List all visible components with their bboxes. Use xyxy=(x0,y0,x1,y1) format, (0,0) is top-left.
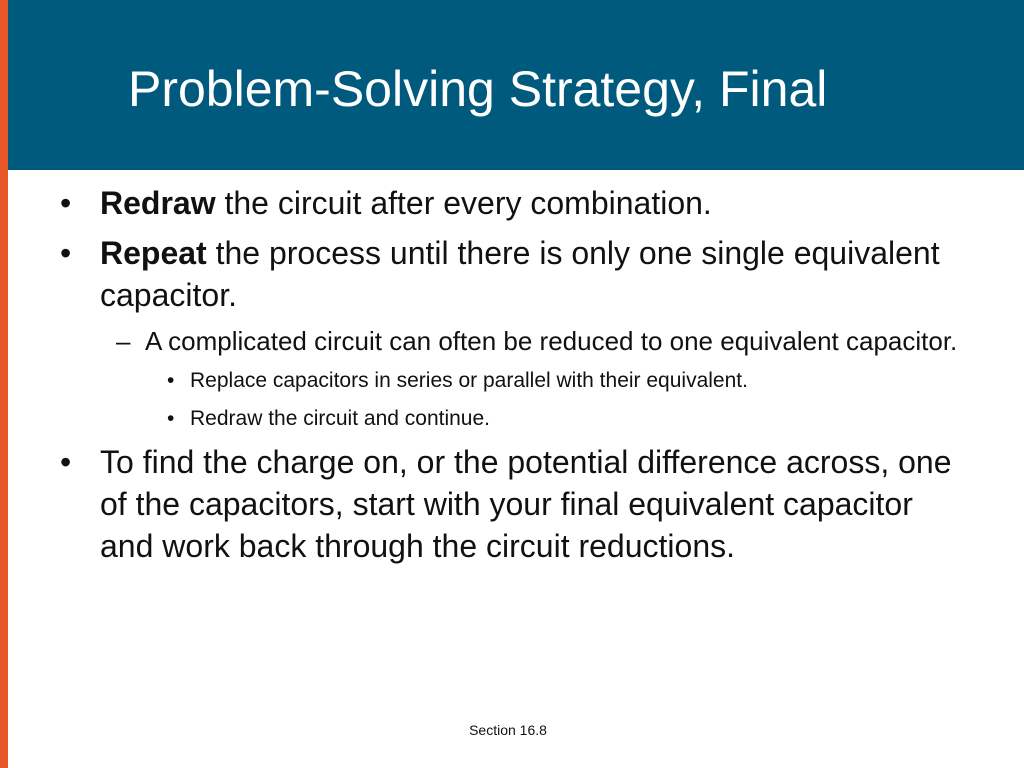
bullet-marker: • xyxy=(167,407,175,430)
sub-sub-bullet-text: Redraw the circuit and continue. xyxy=(190,407,490,430)
bullet-marker: • xyxy=(60,185,72,221)
accent-bar xyxy=(0,0,8,768)
sub-sub-bullet-text: Replace capacitors in series or parallel with their equivalent. xyxy=(190,369,748,392)
bullet-text: To find the charge on, or the potential difference across, one of the capacitors, start with your final equivalent capacitor and work back through the circuit reductions. xyxy=(100,444,952,564)
bullet-emphasis: Redraw xyxy=(100,185,216,221)
bullet-text: the circuit after every combination. xyxy=(215,185,712,221)
bullet-item xyxy=(60,182,960,224)
sub-sub-bullet-item xyxy=(167,403,960,434)
dash-marker: – xyxy=(116,326,131,356)
slide-body xyxy=(60,182,960,575)
bullet-item xyxy=(60,232,960,316)
slide-title: Problem-Solving Strategy, Final xyxy=(128,61,828,117)
title-band xyxy=(8,0,1024,170)
bullet-text: the process until there is only one single equivalent capacitor. xyxy=(100,235,940,313)
slide-footer: Section 16.8 xyxy=(469,722,547,738)
bullet-item xyxy=(60,441,960,567)
sub-bullet-item xyxy=(116,324,960,359)
bullet-marker: • xyxy=(60,444,72,480)
bullet-emphasis: Repeat xyxy=(100,235,207,271)
bullet-marker: • xyxy=(60,235,72,271)
sub-sub-bullet-item xyxy=(167,365,960,396)
bullet-marker: • xyxy=(167,369,175,392)
sub-bullet-text: A complicated circuit can often be reduced to one equivalent capacitor. xyxy=(145,326,958,356)
